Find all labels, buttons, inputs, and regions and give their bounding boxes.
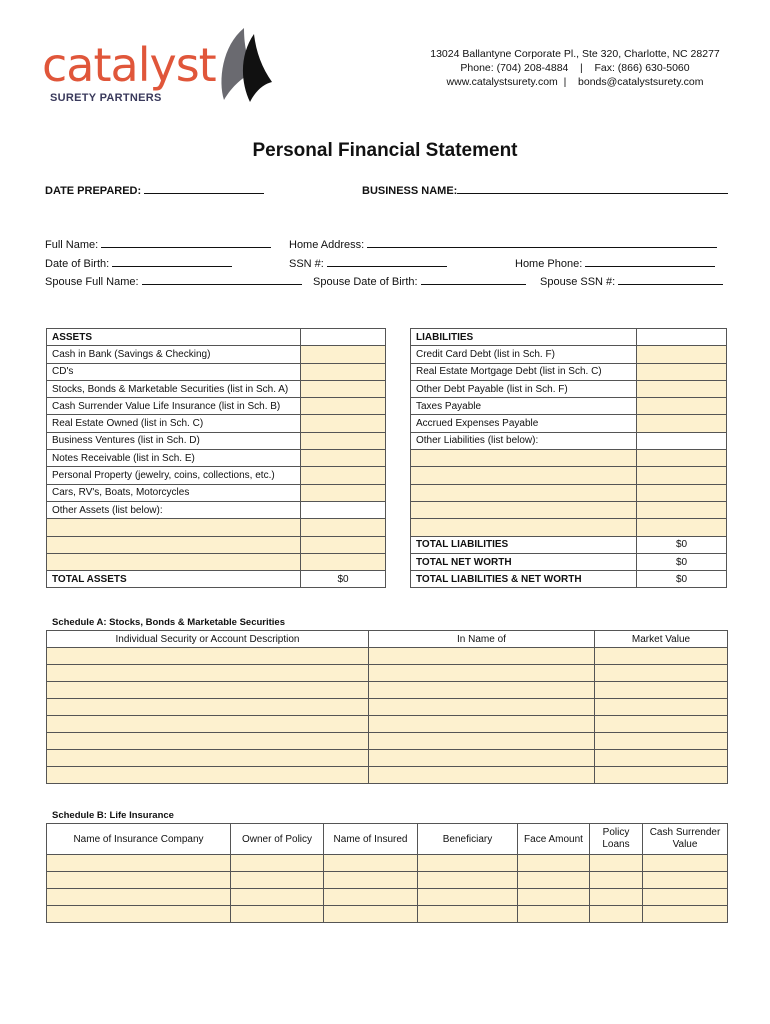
schedule-a-col-description: Individual Security or Account Description bbox=[47, 631, 369, 648]
liability-value-input[interactable] bbox=[637, 398, 727, 415]
spouse-name-line[interactable] bbox=[142, 273, 302, 285]
liability-value-input[interactable] bbox=[637, 467, 727, 484]
dob-field[interactable] bbox=[45, 255, 232, 270]
schedule-b-cell[interactable] bbox=[324, 906, 418, 923]
table-row bbox=[411, 484, 727, 501]
table-row bbox=[47, 519, 386, 536]
business-name-line[interactable] bbox=[457, 182, 728, 194]
asset-value-input[interactable] bbox=[301, 415, 386, 432]
schedule-a-cell[interactable] bbox=[369, 699, 595, 716]
company-address: 13024 Ballantyne Corporate Pl., Ste 320, Charlotte, NC 28277 bbox=[430, 48, 720, 60]
liability-value-input[interactable] bbox=[637, 450, 727, 467]
liability-value-input[interactable] bbox=[637, 501, 727, 518]
table-row bbox=[411, 398, 727, 415]
home-phone-label: Home Phone: bbox=[515, 258, 583, 270]
table-row bbox=[411, 363, 727, 380]
table-row bbox=[47, 767, 728, 784]
assets-header: ASSETS bbox=[47, 329, 301, 346]
sail-logo-icon bbox=[210, 26, 274, 106]
schedule-b-col-policy-loans: Policy Loans bbox=[590, 824, 643, 855]
logo-subtitle: SURETY PARTNERS bbox=[50, 92, 162, 104]
asset-value-input[interactable] bbox=[301, 398, 386, 415]
schedule-a-cell[interactable] bbox=[595, 767, 728, 784]
schedule-a-title: Schedule A: Stocks, Bonds & Marketable Securities bbox=[52, 617, 285, 628]
table-row bbox=[47, 855, 728, 872]
total-net-worth-row bbox=[411, 553, 727, 570]
company-phone-fax: Phone: (704) 208-4884 | Fax: (866) 630-5060 bbox=[460, 62, 690, 74]
schedule-b-cell[interactable] bbox=[47, 872, 231, 889]
table-row bbox=[47, 363, 386, 380]
schedule-a-cell[interactable] bbox=[595, 648, 728, 665]
liability-label: Taxes Payable bbox=[411, 398, 637, 415]
liability-value-input[interactable] bbox=[637, 519, 727, 536]
table-row bbox=[411, 501, 727, 518]
table-row bbox=[411, 432, 727, 449]
liability-label: Real Estate Mortgage Debt (list in Sch. C) bbox=[411, 363, 637, 380]
table-row bbox=[47, 346, 386, 363]
table-row bbox=[47, 682, 728, 699]
other-liability-input[interactable] bbox=[411, 450, 637, 467]
schedule-a-cell[interactable] bbox=[369, 648, 595, 665]
other-liability-input[interactable] bbox=[411, 519, 637, 536]
schedule-b-table bbox=[46, 823, 728, 923]
full-name-line[interactable] bbox=[101, 236, 271, 248]
total-liabilities-net-worth-value: $0 bbox=[637, 571, 727, 588]
schedule-b-cell[interactable] bbox=[590, 906, 643, 923]
asset-label: Cash Surrender Value Life Insurance (list in Sch. B) bbox=[47, 398, 301, 415]
table-row bbox=[47, 380, 386, 397]
schedule-a-col-name: In Name of bbox=[369, 631, 595, 648]
schedule-b-cell[interactable] bbox=[518, 906, 590, 923]
schedule-b-col-cash-surrender: Cash Surrender Value bbox=[643, 824, 728, 855]
schedule-b-cell[interactable] bbox=[47, 906, 231, 923]
schedule-a-cell[interactable] bbox=[47, 665, 369, 682]
table-row bbox=[47, 699, 728, 716]
schedule-b-cell[interactable] bbox=[518, 872, 590, 889]
schedule-b-cell[interactable] bbox=[590, 855, 643, 872]
schedule-b-cell[interactable] bbox=[590, 889, 643, 906]
table-row bbox=[411, 415, 727, 432]
business-name-label: BUSINESS NAME: bbox=[362, 185, 458, 197]
full-name-field[interactable] bbox=[45, 236, 271, 251]
schedule-a-cell[interactable] bbox=[595, 699, 728, 716]
schedule-a-cell[interactable] bbox=[595, 682, 728, 699]
schedule-b-cell[interactable] bbox=[643, 906, 728, 923]
schedule-b-cell[interactable] bbox=[643, 872, 728, 889]
schedule-b-cell[interactable] bbox=[518, 855, 590, 872]
other-liability-input[interactable] bbox=[411, 501, 637, 518]
dob-label: Date of Birth: bbox=[45, 258, 110, 270]
schedule-a-cell[interactable] bbox=[369, 733, 595, 750]
asset-value-input[interactable] bbox=[301, 363, 386, 380]
liabilities-table bbox=[410, 328, 727, 588]
table-row bbox=[47, 733, 728, 750]
total-liabilities-label: TOTAL LIABILITIES bbox=[411, 536, 637, 553]
asset-label: Cash in Bank (Savings & Checking) bbox=[47, 346, 301, 363]
schedule-a-cell[interactable] bbox=[47, 699, 369, 716]
schedule-a-cell[interactable] bbox=[369, 767, 595, 784]
total-net-worth-value: $0 bbox=[637, 553, 727, 570]
liability-value-input[interactable] bbox=[637, 346, 727, 363]
schedule-a-cell[interactable] bbox=[47, 682, 369, 699]
liability-value-input[interactable] bbox=[637, 380, 727, 397]
schedule-b-title: Schedule B: Life Insurance bbox=[52, 810, 174, 821]
liability-label: Other Liabilities (list below): bbox=[411, 432, 637, 449]
page-title: Personal Financial Statement bbox=[252, 140, 518, 161]
table-row bbox=[47, 398, 386, 415]
spouse-dob-field[interactable] bbox=[313, 273, 526, 288]
schedule-b-cell[interactable] bbox=[418, 906, 518, 923]
assets-header-value bbox=[301, 329, 386, 346]
other-asset-input[interactable] bbox=[47, 553, 301, 570]
schedule-a-cell[interactable] bbox=[369, 682, 595, 699]
liability-label: Accrued Expenses Payable bbox=[411, 415, 637, 432]
table-row bbox=[411, 519, 727, 536]
asset-value-input[interactable] bbox=[301, 467, 386, 484]
asset-value-input[interactable] bbox=[301, 432, 386, 449]
table-row bbox=[47, 750, 728, 767]
schedule-a-cell[interactable] bbox=[47, 648, 369, 665]
schedule-a-cell[interactable] bbox=[369, 665, 595, 682]
schedule-b-cell[interactable] bbox=[324, 889, 418, 906]
schedule-a-cell[interactable] bbox=[595, 750, 728, 767]
home-address-field[interactable] bbox=[289, 236, 717, 251]
table-row bbox=[47, 484, 386, 501]
spouse-ssn-field[interactable] bbox=[540, 273, 723, 288]
asset-value-blank bbox=[301, 501, 386, 518]
liability-value-input[interactable] bbox=[637, 484, 727, 501]
schedule-a-cell[interactable] bbox=[47, 716, 369, 733]
schedule-a-cell[interactable] bbox=[595, 716, 728, 733]
schedule-b-cell[interactable] bbox=[418, 872, 518, 889]
table-row bbox=[411, 346, 727, 363]
other-liability-input[interactable] bbox=[411, 484, 637, 501]
schedule-b-cell[interactable] bbox=[231, 872, 324, 889]
asset-value-input[interactable] bbox=[301, 519, 386, 536]
asset-label: CD's bbox=[47, 363, 301, 380]
liabilities-header-value bbox=[637, 329, 727, 346]
home-address-line[interactable] bbox=[367, 236, 717, 248]
schedule-b-cell[interactable] bbox=[231, 855, 324, 872]
total-net-worth-label: TOTAL NET WORTH bbox=[411, 553, 637, 570]
asset-value-input[interactable] bbox=[301, 450, 386, 467]
home-address-label: Home Address: bbox=[289, 239, 365, 251]
table-row bbox=[411, 380, 727, 397]
table-row bbox=[411, 450, 727, 467]
total-liabilities-value: $0 bbox=[637, 536, 727, 553]
asset-label: Stocks, Bonds & Marketable Securities (list in Sch. A) bbox=[47, 380, 301, 397]
schedule-b-cell[interactable] bbox=[47, 889, 231, 906]
business-name-field[interactable] bbox=[362, 182, 728, 197]
table-row bbox=[47, 501, 386, 518]
total-liabilities-row bbox=[411, 536, 727, 553]
spouse-name-label: Spouse Full Name: bbox=[45, 276, 139, 288]
table-row bbox=[47, 450, 386, 467]
assets-header-row bbox=[47, 329, 386, 346]
schedule-b-header-row bbox=[47, 824, 728, 855]
assets-table bbox=[46, 328, 386, 588]
other-liability-input[interactable] bbox=[411, 467, 637, 484]
schedule-b-cell[interactable] bbox=[643, 855, 728, 872]
table-row bbox=[47, 872, 728, 889]
schedule-b-cell[interactable] bbox=[324, 855, 418, 872]
table-row bbox=[47, 536, 386, 553]
dob-line[interactable] bbox=[112, 255, 232, 267]
schedule-b-cell[interactable] bbox=[324, 872, 418, 889]
schedule-b-cell[interactable] bbox=[418, 855, 518, 872]
schedule-b-col-beneficiary: Beneficiary bbox=[418, 824, 518, 855]
asset-label: Personal Property (jewelry, coins, collections, etc.) bbox=[47, 467, 301, 484]
table-row bbox=[47, 415, 386, 432]
ssn-line[interactable] bbox=[327, 255, 447, 267]
date-prepared-line[interactable] bbox=[144, 182, 264, 194]
liability-label: Other Debt Payable (list in Sch. F) bbox=[411, 380, 637, 397]
table-row bbox=[47, 716, 728, 733]
table-row bbox=[47, 889, 728, 906]
total-liabilities-net-worth-label: TOTAL LIABILITIES & NET WORTH bbox=[411, 571, 637, 588]
schedule-b-cell[interactable] bbox=[590, 872, 643, 889]
schedule-a-cell[interactable] bbox=[47, 767, 369, 784]
spouse-dob-line[interactable] bbox=[421, 273, 526, 285]
total-assets-value: $0 bbox=[301, 571, 386, 588]
company-web-email: www.catalystsurety.com | bonds@catalystsurety.com bbox=[446, 76, 704, 88]
full-name-label: Full Name: bbox=[45, 239, 99, 251]
asset-label: Other Assets (list below): bbox=[47, 501, 301, 518]
date-prepared-label: DATE PREPARED: bbox=[45, 185, 142, 197]
liability-value-blank bbox=[637, 432, 727, 449]
schedule-b-cell[interactable] bbox=[231, 906, 324, 923]
liability-value-input[interactable] bbox=[637, 363, 727, 380]
schedule-a-cell[interactable] bbox=[595, 665, 728, 682]
home-phone-line[interactable] bbox=[585, 255, 715, 267]
spouse-ssn-label: Spouse SSN #: bbox=[540, 276, 616, 288]
schedule-a-cell[interactable] bbox=[595, 733, 728, 750]
liability-label: Credit Card Debt (list in Sch. F) bbox=[411, 346, 637, 363]
schedule-a-cell[interactable] bbox=[369, 750, 595, 767]
schedule-a-col-market-value: Market Value bbox=[595, 631, 728, 648]
schedule-b-cell[interactable] bbox=[518, 889, 590, 906]
asset-label: Notes Receivable (list in Sch. E) bbox=[47, 450, 301, 467]
schedule-b-cell[interactable] bbox=[47, 855, 231, 872]
table-row bbox=[47, 648, 728, 665]
table-row bbox=[411, 467, 727, 484]
ssn-label: SSN #: bbox=[289, 258, 324, 270]
asset-label: Cars, RV's, Boats, Motorcycles bbox=[47, 484, 301, 501]
schedule-a-cell[interactable] bbox=[47, 733, 369, 750]
liabilities-header: LIABILITIES bbox=[411, 329, 637, 346]
asset-value-input[interactable] bbox=[301, 346, 386, 363]
table-row bbox=[47, 432, 386, 449]
table-row bbox=[47, 467, 386, 484]
liabilities-header-row bbox=[411, 329, 727, 346]
schedule-a-table bbox=[46, 630, 728, 784]
table-row bbox=[47, 906, 728, 923]
schedule-b-col-company: Name of Insurance Company bbox=[47, 824, 231, 855]
asset-value-input[interactable] bbox=[301, 553, 386, 570]
other-asset-input[interactable] bbox=[47, 519, 301, 536]
schedule-b-cell[interactable] bbox=[418, 889, 518, 906]
liability-value-input[interactable] bbox=[637, 415, 727, 432]
table-row bbox=[47, 665, 728, 682]
asset-label: Real Estate Owned (list in Sch. C) bbox=[47, 415, 301, 432]
ssn-field[interactable] bbox=[289, 255, 447, 270]
total-liabilities-net-worth-row bbox=[411, 571, 727, 588]
schedule-b-col-face-amount: Face Amount bbox=[518, 824, 590, 855]
assets-total-row bbox=[47, 571, 386, 588]
schedule-b-col-owner: Owner of Policy bbox=[231, 824, 324, 855]
spouse-name-field[interactable] bbox=[45, 273, 302, 288]
asset-value-input[interactable] bbox=[301, 484, 386, 501]
spouse-dob-label: Spouse Date of Birth: bbox=[313, 276, 418, 288]
schedule-a-header-row bbox=[47, 631, 728, 648]
home-phone-field[interactable] bbox=[515, 255, 715, 270]
schedule-b-cell[interactable] bbox=[643, 889, 728, 906]
schedule-b-cell[interactable] bbox=[231, 889, 324, 906]
asset-value-input[interactable] bbox=[301, 536, 386, 553]
spouse-ssn-line[interactable] bbox=[618, 273, 723, 285]
total-assets-label: TOTAL ASSETS bbox=[47, 571, 301, 588]
asset-value-input[interactable] bbox=[301, 380, 386, 397]
date-prepared-field[interactable] bbox=[45, 182, 264, 197]
asset-label: Business Ventures (list in Sch. D) bbox=[47, 432, 301, 449]
schedule-a-cell[interactable] bbox=[369, 716, 595, 733]
other-asset-input[interactable] bbox=[47, 536, 301, 553]
schedule-b-col-insured: Name of Insured bbox=[324, 824, 418, 855]
schedule-a-cell[interactable] bbox=[47, 750, 369, 767]
logo-wordmark: catalyst bbox=[42, 38, 216, 92]
table-row bbox=[47, 553, 386, 570]
